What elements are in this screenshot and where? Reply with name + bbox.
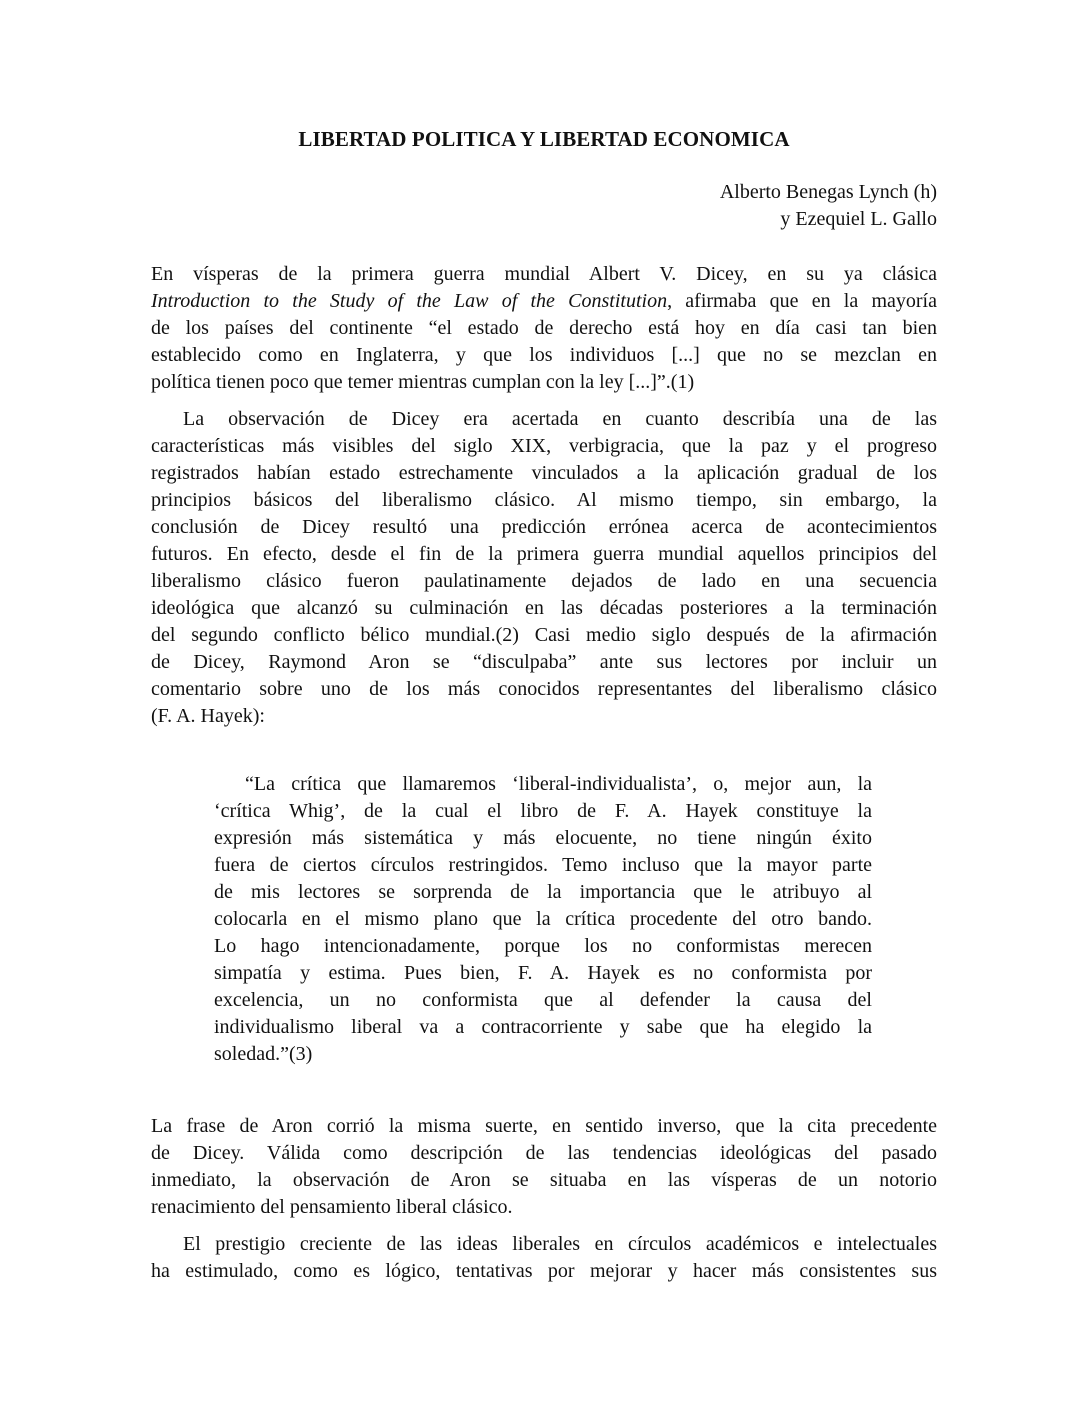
quote-line: excelencia, un no conformista que al defender la causa del [214,989,872,1011]
quote-line: Lo hago intencionadamente, porque los no conformistas merecen [214,935,872,957]
text-line: La observación de Dicey era acertada en cuanto describía una de las [183,408,937,430]
text-line: El prestigio creciente de las ideas liberales en círculos académicos e intelectuales [183,1233,937,1255]
text-line: renacimiento del pensamiento liberal clásico. [151,1196,513,1218]
quote-line: colocarla en el mismo plano que la crítica procedente del otro bando. [214,908,872,930]
quote-line: simpatía y estima. Pues bien, F. A. Hayek es no conformista por [214,962,872,984]
text-line: comentario sobre uno de los más conocidos representantes del liberalismo clásico [151,678,937,700]
quote-line: fuera de ciertos círculos restringidos. Temo incluso que la mayor parte [214,854,872,876]
text-line: futuros. En efecto, desde el fin de la primera guerra mundial aquellos principios del [151,543,937,565]
text-line: características más visibles del siglo XIX, verbigracia, que la paz y el progreso [151,435,937,457]
text-line: La frase de Aron corrió la misma suerte, en sentido inverso, que la cita precedente [151,1115,937,1137]
book-title-italic: Introduction to the Study of the Law of the Constitution [151,290,668,312]
text-line: del segundo conflicto bélico mundial.(2) Casi medio siglo después de la afirmación [151,624,937,646]
text-line: inmediato, la observación de Aron se situaba en las vísperas de un notorio [151,1169,937,1191]
quote-line: ‘crítica Whig’, de la cual el libro de F. A. Hayek constituye la [214,800,872,822]
author-line-2: y Ezequiel L. Gallo [780,208,937,230]
quote-line: de mis lectores se sorprenda de la importancia que le atribuyo al [214,881,872,903]
text-line: principios básicos del liberalismo clásico. Al mismo tiempo, sin embargo, la [151,489,937,511]
text-span: , afirmaba que en la mayoría [667,290,937,312]
document-title: LIBERTAD POLITICA Y LIBERTAD ECONOMICA [298,127,790,151]
text-line: establecido como en Inglaterra, y que los individuos [...] que no se mezclan en [151,344,937,366]
quote-line: soledad.”(3) [214,1043,313,1065]
text-line: conclusión de Dicey resultó una predicción errónea acerca de acontecimientos [151,516,937,538]
text-line: de Dicey. Válida como descripción de las tendencias ideológicas del pasado [151,1142,937,1164]
text-line: política tienen poco que temer mientras cumplan con la ley [...]”.(1) [151,371,695,393]
quote-line: individualismo liberal va a contracorriente y sabe que ha elegido la [214,1016,872,1038]
quote-line: “La crítica que llamaremos ‘liberal-individualista’, o, mejor aun, la [245,773,872,795]
text-line: registrados habían estado estrechamente vinculados a la aplicación gradual de los [151,462,937,484]
author-line-1: Alberto Benegas Lynch (h) [719,181,937,203]
text-line [151,289,937,313]
text-line: de los países del continente “el estado de derecho está hoy en día casi tan bien [151,317,937,339]
quote-line: expresión más sistemática y más elocuente, no tiene ningún éxito [214,827,872,849]
text-line: liberalismo clásico fueron paulatinamente dejados de lado en una secuencia [151,570,937,592]
text-line: ha estimulado, como es lógico, tentativas por mejorar y hacer más consistentes sus [151,1260,937,1282]
text-line: (F. A. Hayek): [151,705,265,727]
text-line: En vísperas de la primera guerra mundial Albert V. Dicey, en su ya clásica [151,263,937,285]
text-line: ideológica que alcanzó su culminación en las décadas posteriores a la terminación [151,597,937,619]
text-line: de Dicey, Raymond Aron se “disculpaba” ante sus lectores por incluir un [151,651,937,673]
